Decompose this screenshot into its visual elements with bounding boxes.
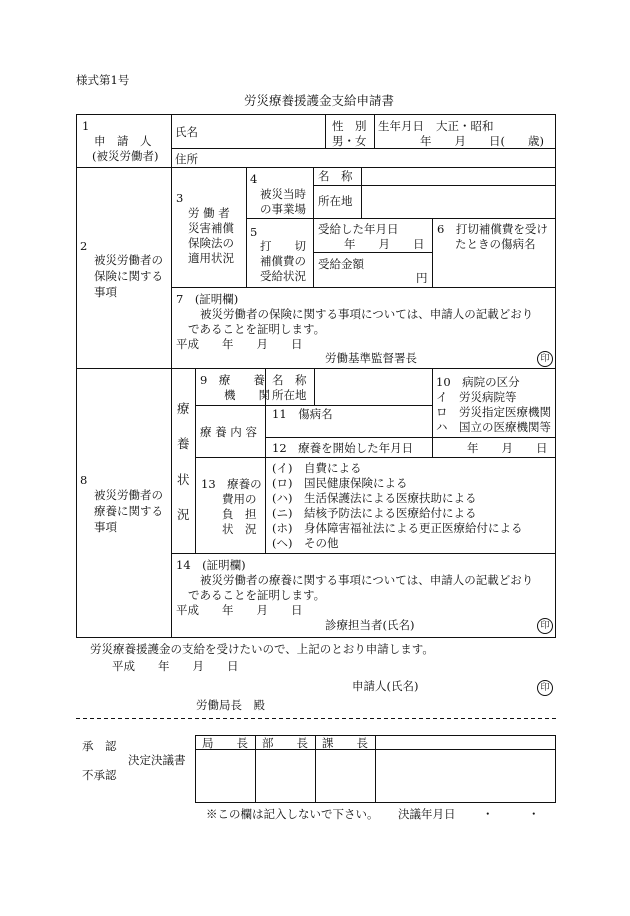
cert14-seal: 印 <box>537 618 553 634</box>
item6-label-1: 6 打切補償費を受け <box>437 222 548 236</box>
item6-label-2: たときの傷病名 <box>455 237 536 251</box>
medical-content-label: 療 養 内 容 <box>200 425 257 439</box>
item13-label-1: 13 療養の <box>201 477 262 491</box>
era-options: 大正・昭和 <box>436 119 494 133</box>
disapprove-label: 不承認 <box>82 768 117 782</box>
item10-label: 10 病院の区分 <box>436 375 520 389</box>
burden-option-4: (ニ) 結核予防法による医療給付による <box>272 506 477 520</box>
birth-format: 年 月 日( 歳) <box>420 134 544 148</box>
item9-location-field: 所在地 <box>272 388 307 402</box>
burden-option-1: (イ) 自費による <box>272 461 362 475</box>
item3-num: 3 <box>176 191 184 205</box>
item9-label-1: 9 療 養 <box>200 373 265 387</box>
item3-label-2: 災害補償 <box>188 221 234 235</box>
form-number: 様式第1号 <box>76 73 130 87</box>
received-amount-label: 受給金額 <box>318 257 364 271</box>
insurance-label-3: 事項 <box>94 285 117 299</box>
burden-option-2: (ロ) 国民健康保険による <box>272 476 408 490</box>
bureau-chief-header: 局 長 <box>202 736 248 750</box>
received-date-label: 受給した年月日 <box>318 222 399 236</box>
sex-label: 性 別 <box>332 119 367 133</box>
cert7-text-2: であることを証明します。 <box>188 322 326 336</box>
form-title: 労災療養援護金支給申請書 <box>244 93 395 108</box>
application-date: 平成 年 月 日 <box>112 659 239 673</box>
cert14-text-2: であることを証明します。 <box>188 588 326 602</box>
sex-options: 男・女 <box>332 134 367 148</box>
item5-label-2: 補償費の <box>260 254 306 268</box>
cert14-signer: 診療担当者(氏名) <box>325 618 415 632</box>
address-label: 住所 <box>175 152 198 166</box>
cert7-signer: 労働基準監督署長 <box>325 351 417 365</box>
item9-name-field: 名 称 <box>272 373 307 387</box>
item13-label-4: 状 況 <box>222 522 257 536</box>
item13-label-2: 費用の <box>222 492 257 506</box>
item13-label-3: 負 担 <box>222 507 257 521</box>
status-char-1: 療 <box>177 401 190 416</box>
item4-label-1: 被災当時 <box>260 187 306 201</box>
cert7-seal: 印 <box>537 351 553 367</box>
cert14-num: 14 (証明欄) <box>176 558 246 572</box>
item4-label-2: の事業場 <box>260 202 306 216</box>
applicant-seal: 印 <box>537 680 553 696</box>
received-date-format: 年 月 日 <box>344 237 425 251</box>
insurance-label-1: 被災労働者の <box>94 253 163 267</box>
hospital-type-3: ハ 国立の医療機関等 <box>436 420 551 434</box>
office-use-note: ※この欄は記入しないで下さい。 <box>206 807 379 821</box>
decision-doc-label: 決定決議書 <box>128 753 186 767</box>
item12-label: 12 療養を開始した年月日 <box>272 441 414 455</box>
burden-option-5: (ホ) 身体障害福祉法による更正医療給付による <box>272 521 523 535</box>
item5-num: 5 <box>250 225 258 239</box>
hospital-type-1: イ 労災病院等 <box>436 390 517 404</box>
item11-label: 11 傷病名 <box>272 407 333 421</box>
insurance-label-2: 保険に関する <box>94 269 163 283</box>
section-chief-header: 課 長 <box>322 736 368 750</box>
decision-date-dots: ・ ・ <box>482 807 540 821</box>
workplace-name-field: 名 称 <box>318 169 353 183</box>
application-statement: 労災療養援護金の支給を受けたいので、上記のとおり申請します。 <box>90 642 434 656</box>
burden-option-3: (ハ) 生活保護法による医療扶助による <box>272 491 477 505</box>
department-chief-header: 部 長 <box>262 736 308 750</box>
applicant-sub: (被災労働者) <box>92 149 159 163</box>
decision-date-label: 決議年月日 <box>398 807 456 821</box>
item3-label-4: 適用状況 <box>188 251 234 265</box>
item3-label-1: 労 働 者 <box>188 206 230 220</box>
cert7-date: 平成 年 月 日 <box>176 337 303 351</box>
birth-label: 生年月日 <box>378 119 424 133</box>
status-char-2: 養 <box>177 436 190 451</box>
insurance-num: 2 <box>80 239 88 253</box>
burden-option-6: (ヘ) その他 <box>272 536 339 550</box>
yen-unit: 円 <box>416 271 428 285</box>
medical-label-3: 事項 <box>94 520 117 534</box>
item3-label-3: 保険法の <box>188 236 234 250</box>
item5-label-3: 受給状況 <box>260 269 306 283</box>
medical-num: 8 <box>80 473 88 487</box>
status-char-4: 況 <box>177 507 190 522</box>
name-label: 氏名 <box>175 125 198 139</box>
item5-label-1: 打 切 <box>260 239 306 253</box>
medical-label-2: 療養に関する <box>94 504 163 518</box>
cert7-num: 7 (証明欄) <box>176 292 239 306</box>
applicant-label: 申 請 人 <box>94 134 152 148</box>
workplace-location-field: 所在地 <box>318 194 353 208</box>
item4-num: 4 <box>250 172 258 186</box>
item9-label-2: 機 関 <box>224 388 270 402</box>
cert14-text-1: 被災労働者の療養に関する事項については、申請人の記載どおり <box>200 573 534 587</box>
cert7-text-1: 被災労働者の保険に関する事項については、申請人の記載どおり <box>200 307 534 321</box>
applicant-sign: 申請人(氏名) <box>352 679 419 693</box>
applicant-num: 1 <box>82 119 90 133</box>
hospital-type-2: ロ 労災指定医療機関 <box>436 405 551 419</box>
status-char-3: 状 <box>177 472 190 487</box>
item12-format: 年 月 日 <box>467 441 548 455</box>
cert14-date: 平成 年 月 日 <box>176 603 303 617</box>
approve-label: 承 認 <box>82 739 117 753</box>
medical-label-1: 被災労働者の <box>94 488 163 502</box>
addressee: 労働局長 殿 <box>196 698 265 712</box>
